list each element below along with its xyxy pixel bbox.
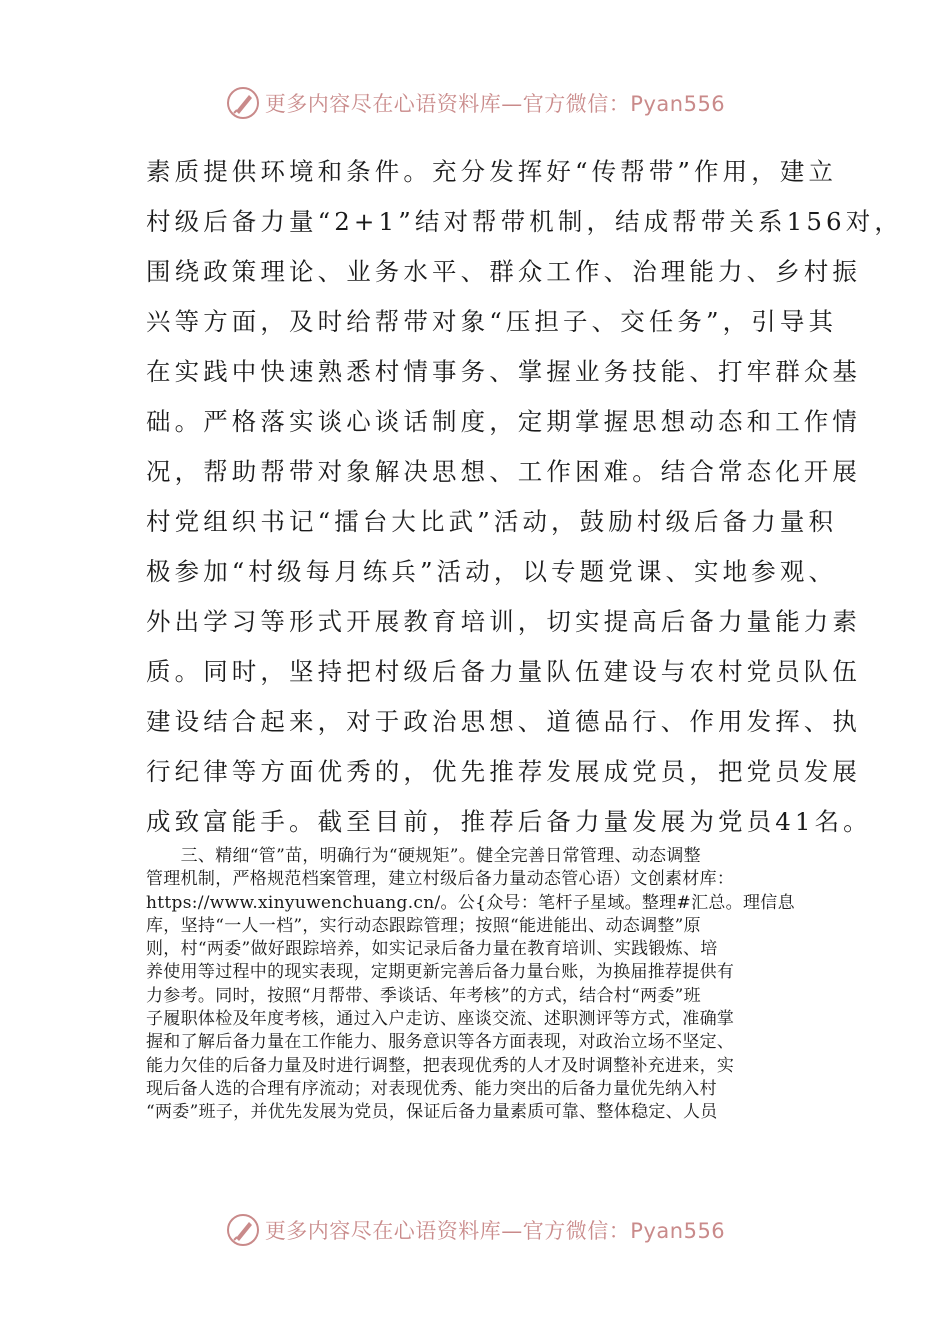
text-line: 子履职体检及年度考核，通过入户走访、座谈交流、述职测评等方式，准确掌 xyxy=(146,1009,735,1030)
text-line: 质。同时，坚持把村级后备力量队伍建设与农村党员队伍 xyxy=(146,657,861,686)
text-line: 况，帮助帮带对象解决思想、工作困难。结合常态化开展 xyxy=(146,457,861,486)
text-line: 能力欠佳的后备力量及时进行调整，把表现优秀的人才及时调整补充进来，实 xyxy=(146,1055,735,1076)
text-line: 极参加“村级每月练兵”活动，以专题党课、实地参观、 xyxy=(146,557,838,586)
text-line: 力参考。同时，按照“月帮带、季谈话、年考核”的方式，结合村“两委”班 xyxy=(146,985,701,1006)
footer-watermark xyxy=(0,1210,950,1250)
text-line: 行纪律等方面优秀的，优先推荐发展成党员，把党员发展 xyxy=(146,757,861,786)
text-line: 兴等方面，及时给帮带对象“压担子、交任务”，引导其 xyxy=(146,307,838,336)
text-line: https://www.xinyuwenchuang.cn/。公{众号：笔杆子星域。整理#汇总。理信息 xyxy=(146,892,795,913)
text-line: 素质提供环境和条件。充分发挥好“传帮带”作用，建立 xyxy=(146,157,838,186)
text-line: 在实践中快速熟悉村情事务、掌握业务技能、打牢群众基 xyxy=(146,357,861,386)
text-line: 围绕政策理论、业务水平、群众工作、治理能力、乡村振 xyxy=(146,257,861,286)
text-line: 三、精细“管”苗，明确行为“硬规矩”。健全完善日常管理、动态调整 xyxy=(146,846,701,866)
watermark-text: 更多内容尽在心语资料库—官方微信：Pyan556 xyxy=(264,1219,726,1243)
text-line: 村党组织书记“擂台大比武”活动，鼓励村级后备力量积 xyxy=(146,507,838,536)
text-line: 现后备人选的合理有序流动；对表现优秀、能力突出的后备力量优先纳入村 xyxy=(146,1078,717,1099)
pen-logo-icon xyxy=(225,85,261,121)
text-line: 础。严格落实谈心谈话制度，定期掌握思想动态和工作情 xyxy=(146,407,861,436)
text-line: 建设结合起来，对于政治思想、道德品行、作用发挥、执 xyxy=(146,707,861,736)
header-watermark xyxy=(0,83,950,123)
text-line: 则，村“两委”做好跟踪培养，如实记录后备力量在教育培训、实践锻炼、培 xyxy=(146,939,718,960)
pen-logo-icon xyxy=(225,1212,261,1248)
paragraph-large xyxy=(146,147,903,847)
text-line: 管理机制，严格规范档案管理，建立村级后备力量动态管心语）文创素材库： xyxy=(146,869,735,890)
text-line: 村级后备力量“2+1”结对帮带机制，结成帮带关系156对， xyxy=(146,207,903,236)
text-line: “两委”班子，并优先发展为党员，保证后备力量素质可靠、整体稳定、人员 xyxy=(146,1102,718,1123)
text-line: 成致富能手。截至目前，推荐后备力量发展为党员41名。 xyxy=(146,807,872,836)
paragraph-small xyxy=(146,845,816,1125)
text-line: 握和了解后备力量在工作能力、服务意识等各方面表现，对政治立场不坚定、 xyxy=(146,1032,735,1053)
text-line: 库，坚持“一人一档”，实行动态跟踪管理；按照“能进能出、动态调整”原 xyxy=(146,915,701,936)
text-line: 养使用等过程中的现实表现，定期更新完善后备力量台账，为换届推荐提供有 xyxy=(146,962,735,983)
text-line: 外出学习等形式开展教育培训，切实提高后备力量能力素 xyxy=(146,607,861,636)
watermark-text: 更多内容尽在心语资料库—官方微信：Pyan556 xyxy=(264,92,726,116)
